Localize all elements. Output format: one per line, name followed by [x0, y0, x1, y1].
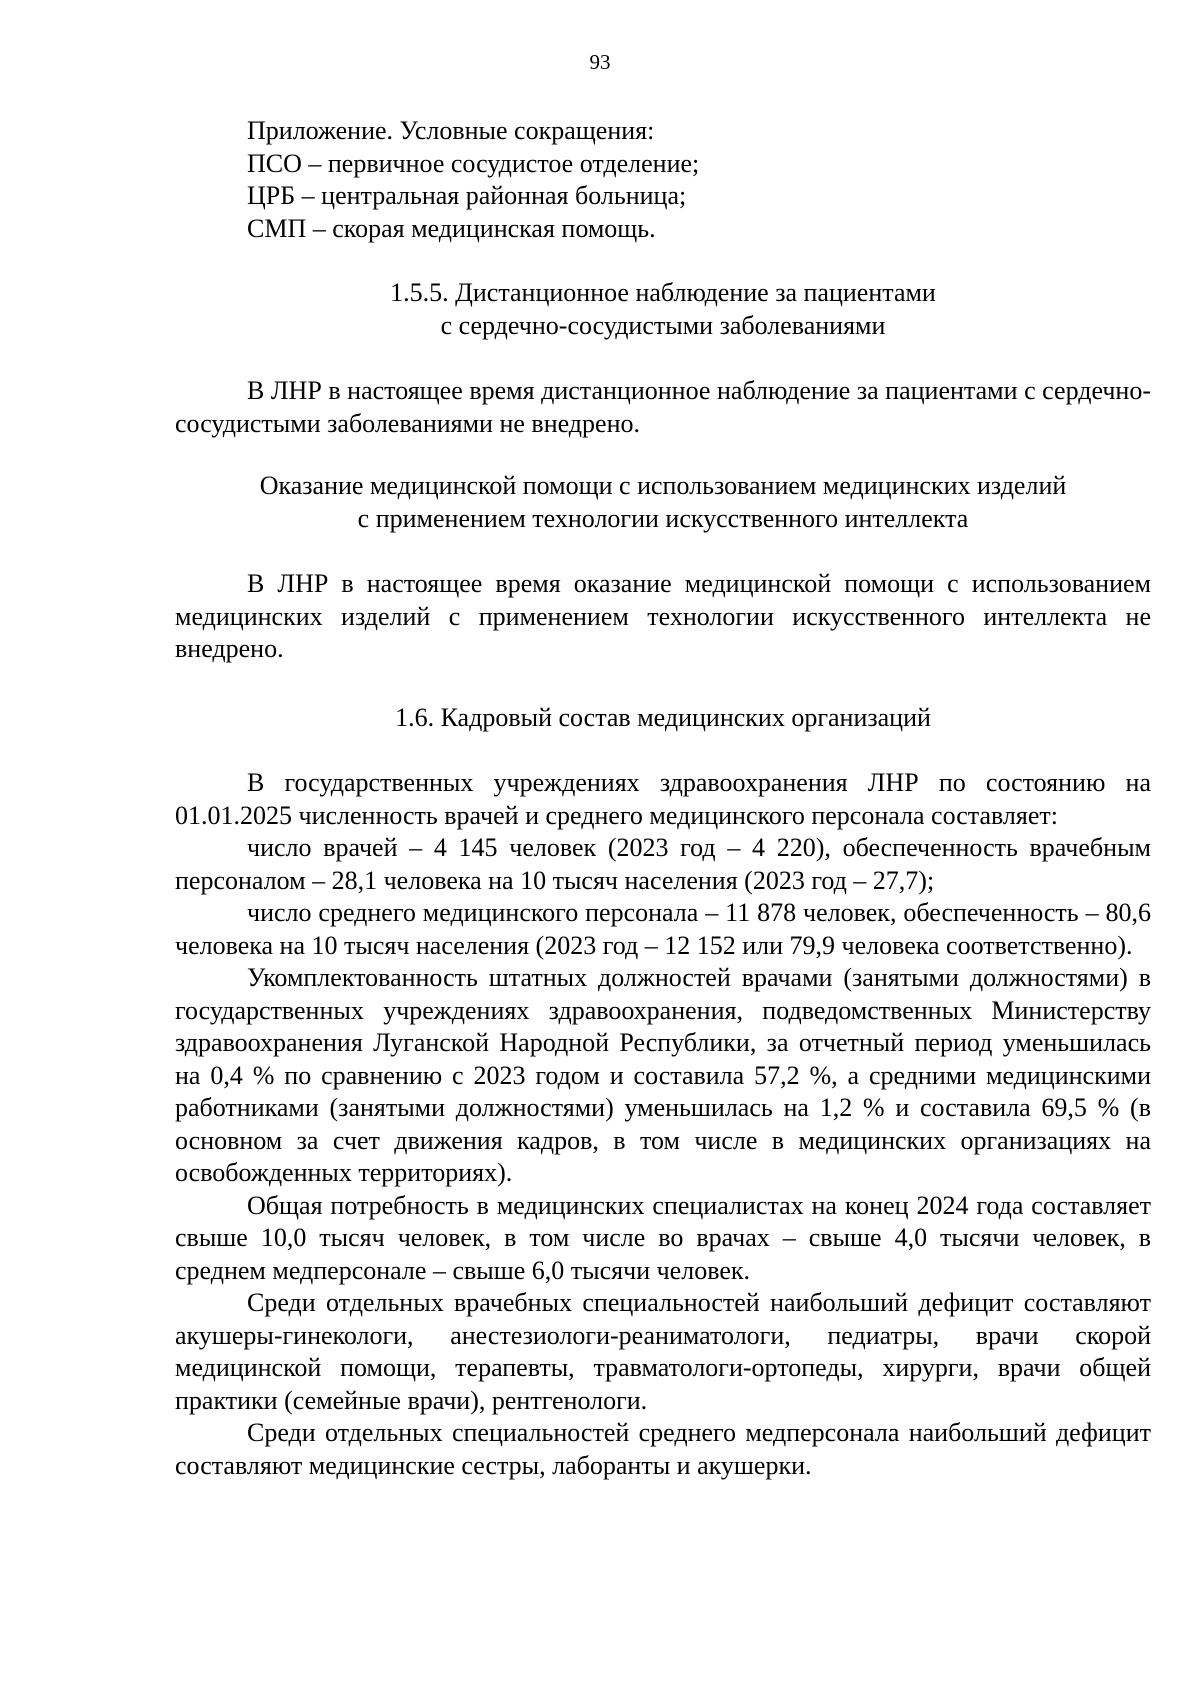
heading-line: с сердечно-сосудистыми заболеваниями: [440, 310, 886, 340]
heading-line: Оказание медицинской помощи с использованием медицинских изделий: [259, 471, 1067, 500]
heading-line: 1.5.5. Дистанционное наблюдение за пациентами: [390, 278, 936, 307]
heading-line: с применением технологии искусственного интеллекта: [357, 503, 969, 533]
paragraph: число врачей – 4 145 человек (2023 год – 4 220), обеспеченность врачебным персоналом – 28,1 человека на 10 тысяч населения (2023 год – 27,7);: [175, 833, 1151, 895]
abbreviations-list: [175, 115, 1151, 245]
section-body-1-5-5: [175, 375, 1151, 440]
page-number: 93: [589, 50, 611, 74]
section-body-1-6: [175, 767, 1151, 1482]
paragraph: Среди отдельных специальностей среднего медперсонала наибольший дефицит составляют медицинские сестры, лаборанты и акушерки.: [175, 1418, 1151, 1480]
abbreviation-item: ПСО – первичное сосудистое отделение;: [247, 148, 700, 178]
paragraph: В ЛНР в настоящее время дистанционное наблюдение за пациентами с сердечно-сосудистыми заболеваниями не внедрено.: [175, 376, 1151, 438]
section-heading-1-6: [175, 702, 1151, 735]
paragraph: Укомплектованность штатных должностей врачами (занятыми должностями) в государственных учреждениях здравоохранения, подведомственных Министерству здравоохранения Луганской Народной Республики, за отчетный период уменьшилась на 0,4 % по сравнению с 2023 годом и составила 57,2 %, а средними медицинскими работниками (занятыми должностями) уменьшилась на 1,2 % и составила 69,5 % (в основном за счет движения кадров, в том числе в медицинских организациях на освобожденных территориях).: [175, 963, 1151, 1187]
section-body-ai: [175, 568, 1151, 666]
heading-line: 1.6. Кадровый состав медицинских организаций: [395, 703, 931, 732]
paragraph: В ЛНР в настоящее время оказание медицинской помощи с использованием медицинских изделий с применением технологии искусственного интеллекта не внедрено.: [175, 569, 1151, 663]
paragraph: число среднего медицинского персонала – 11 878 человек, обеспеченность – 80,6 человека на 10 тысяч населения (2023 год – 12 152 или 79,9 человека соответственно).: [175, 898, 1151, 960]
paragraph: Среди отдельных врачебных специальностей наибольший дефицит составляют акушеры-гинекологи, анестезиологи-реаниматологи, педиатры, врачи скорой медицинской помощи, терапевты, травматологи-ортопеды, хирурги, врачи общей практики (семейные врачи), рентгенологи.: [175, 1288, 1151, 1415]
section-heading-1-5-5: [175, 277, 1151, 342]
paragraph: В государственных учреждениях здравоохранения ЛНР по состоянию на 01.01.2025 численность врачей и среднего медицинского персонала составляет:: [175, 768, 1151, 830]
paragraph: Общая потребность в медицинских специалистах на конец 2024 года составляет свыше 10,0 тысяч человек, в том числе во врачах – свыше 4,0 тысячи человек, в среднем медперсонале – свыше 6,0 тысячи человек.: [175, 1190, 1151, 1285]
abbreviation-item: СМП – скорая медицинская помощь.: [247, 213, 656, 243]
abbreviations-title: Приложение. Условные сокращения:: [247, 116, 655, 145]
abbreviation-item: ЦРБ – центральная районная больница;: [247, 181, 687, 210]
section-heading-ai: [175, 470, 1151, 535]
